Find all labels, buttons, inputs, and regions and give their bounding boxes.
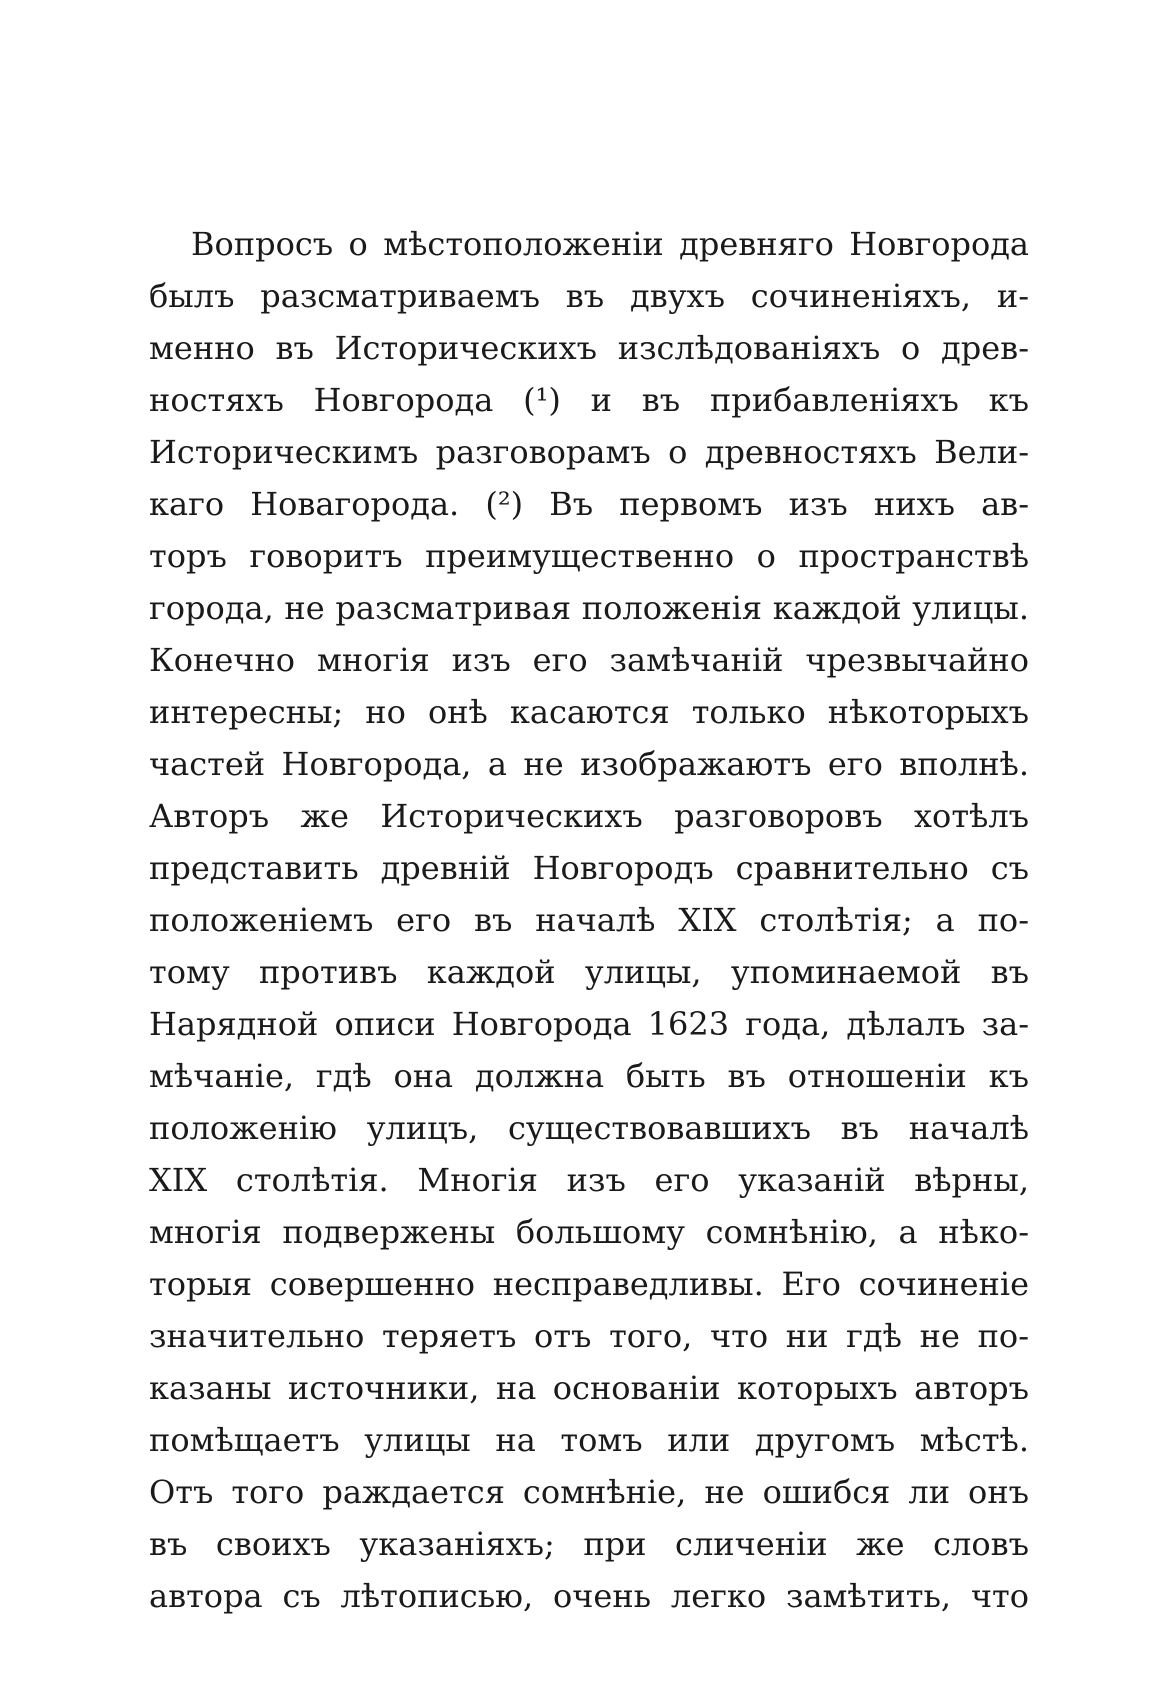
text-line: положенію улицъ, существовавшихъ въ началѣ — [149, 1109, 1029, 1147]
text-line: каго Новагорода. (²) Въ первомъ изъ нихъ ав- — [149, 485, 1029, 523]
text-line: представить древній Новгородъ сравнительно съ — [149, 849, 1029, 887]
text-line: Авторъ же Историческихъ разговоровъ хотѣлъ — [149, 797, 1029, 835]
text-line: города, не разсматривая положенія каждой улицы. — [149, 589, 1029, 627]
text-line: положеніемъ его въ началѣ XIX столѣтія; а по- — [149, 901, 1029, 939]
text-line: торыя совершенно несправедливы. Его сочиненіе — [149, 1265, 1029, 1303]
text-line: Вопросъ о мѣстоположеніи древняго Новгорода — [191, 225, 1029, 263]
text-line: помѣщаетъ улицы на томъ или другомъ мѣстѣ. — [149, 1421, 1029, 1459]
text-line: мѣчаніе, гдѣ она должна быть въ отношеніи къ — [149, 1057, 1029, 1095]
text-line: казаны источники, на основаніи которыхъ авторъ — [149, 1369, 1029, 1407]
text-line: торъ говоритъ преимущественно о пространствѣ — [149, 537, 1029, 575]
text-line: ностяхъ Новгорода (¹) и въ прибавленіяхъ къ — [149, 381, 1029, 419]
text-line: тому противъ каждой улицы, упоминаемой въ — [149, 953, 1029, 991]
text-line: XIX столѣтія. Многія изъ его указаній вѣрны, — [149, 1161, 1029, 1199]
text-line: интересны; но онѣ касаются только нѣкоторыхъ — [149, 693, 1029, 731]
text-line: въ своихъ указаніяхъ; при сличеніи же словъ — [149, 1525, 1029, 1563]
body-text — [149, 218, 1029, 1622]
text-line: Нарядной описи Новгорода 1623 года, дѣлалъ за- — [149, 1005, 1029, 1043]
text-line: Отъ того раждается сомнѣніе, не ошибся ли онъ — [149, 1473, 1029, 1511]
text-line: Конечно многія изъ его замѣчаній чрезвычайно — [149, 641, 1029, 679]
text-line: частей Новгорода, а не изображаютъ его вполнѣ. — [149, 745, 1029, 783]
text-line: автора съ лѣтописью, очень легко замѣтить, что — [149, 1577, 1029, 1615]
text-line: былъ разсматриваемъ въ двухъ сочиненіяхъ, и- — [149, 277, 1029, 315]
text-line: значительно теряетъ отъ того, что ни гдѣ не по- — [149, 1317, 1029, 1355]
text-line: менно въ Историческихъ изслѣдованіяхъ о древ- — [149, 329, 1029, 367]
text-line: Историческимъ разговорамъ о древностяхъ Вели- — [149, 433, 1029, 471]
text-line: многія подвержены большому сомнѣнію, а нѣко- — [149, 1213, 1029, 1251]
